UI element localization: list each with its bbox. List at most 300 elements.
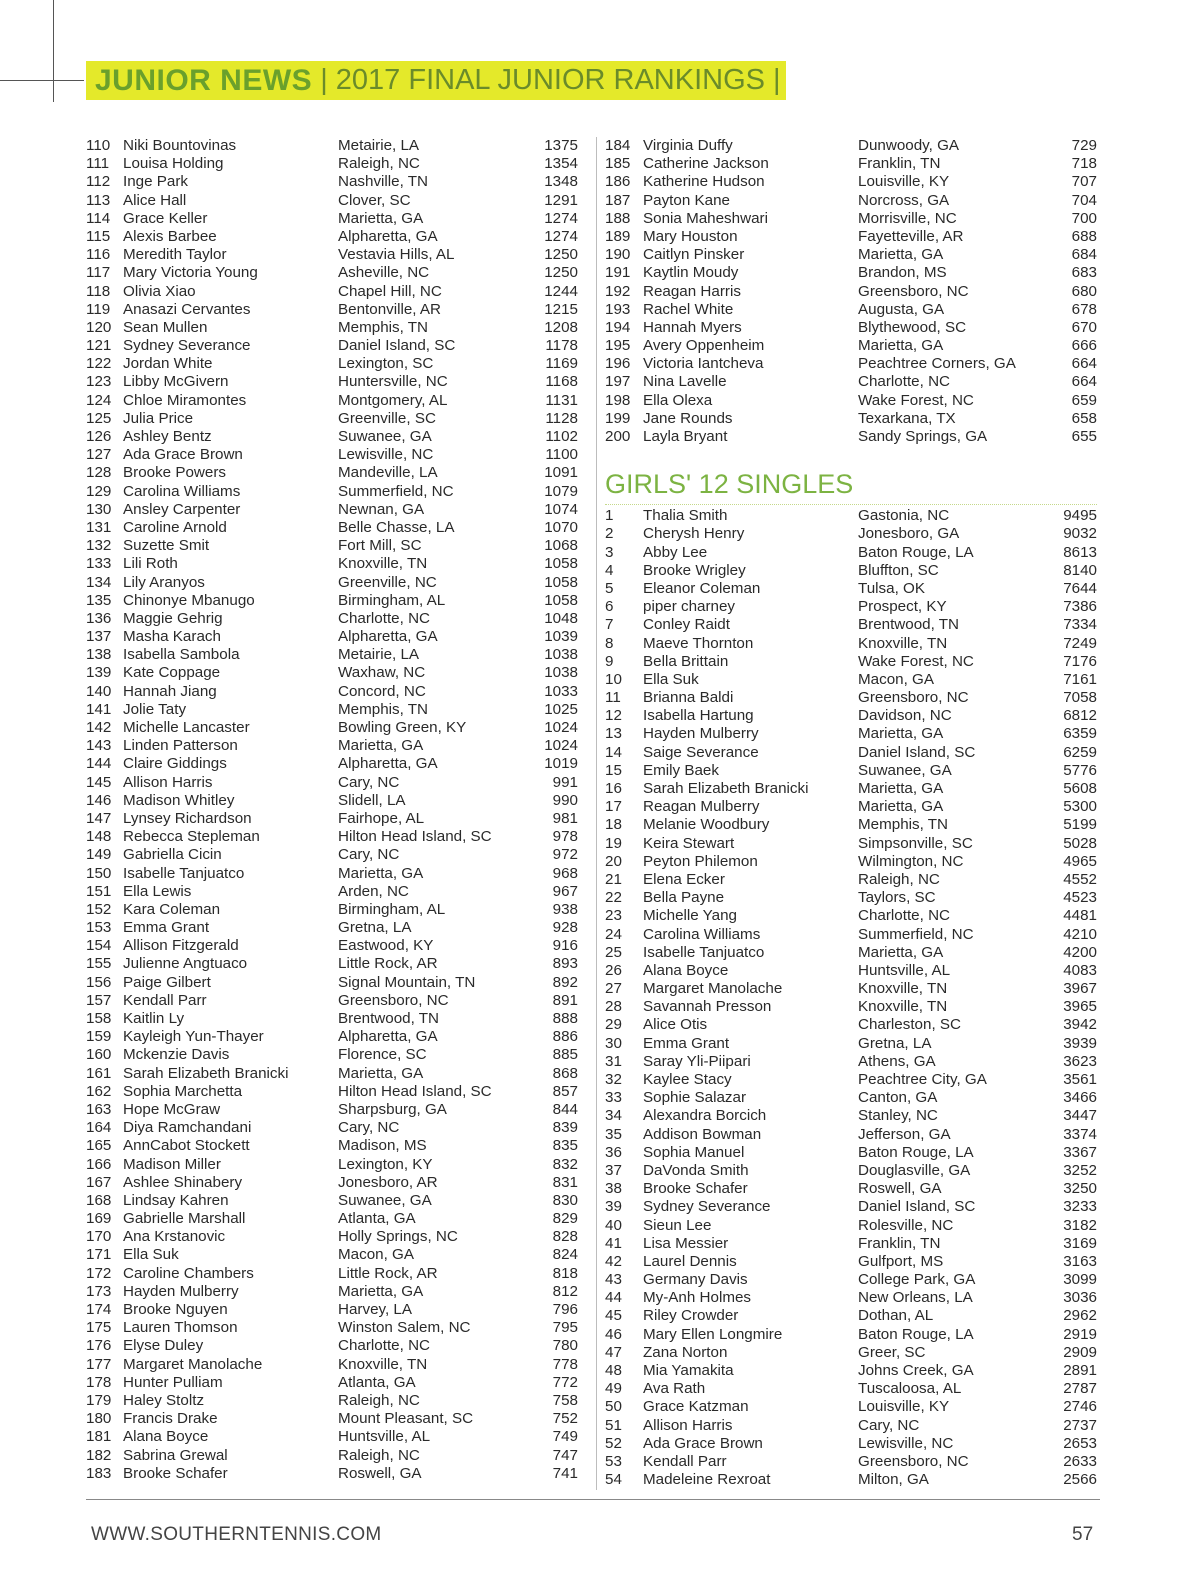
rank: 164 — [86, 1119, 112, 1137]
points: 812 — [552, 1282, 578, 1300]
rank: 46 — [605, 1325, 622, 1343]
rank: 34 — [605, 1107, 622, 1125]
player-name: Haley Stoltz — [123, 1391, 205, 1409]
ranking-row — [605, 525, 1097, 543]
footer-rule — [86, 1499, 1100, 1500]
ranking-row — [86, 992, 578, 1010]
player-name: Julia Price — [123, 409, 194, 427]
player-name: Francis Drake — [123, 1410, 218, 1428]
hometown: Memphis, TN — [338, 700, 429, 718]
hometown: Memphis, TN — [338, 318, 429, 336]
rank: 149 — [86, 846, 112, 864]
player-name: Addison Bowman — [643, 1125, 762, 1143]
ranking-row — [605, 1144, 1097, 1162]
points: 991 — [552, 773, 578, 791]
rank: 144 — [86, 755, 112, 773]
ranking-row — [86, 483, 578, 501]
player-name: Sophie Salazar — [643, 1089, 747, 1107]
player-name: Brooke Wrigley — [643, 561, 746, 579]
rank: 133 — [86, 555, 112, 573]
hometown: Brentwood, TN — [338, 1010, 440, 1027]
ranking-row — [605, 428, 1097, 446]
rank: 112 — [86, 173, 111, 191]
ranking-row — [86, 410, 578, 428]
ranking-row — [605, 1162, 1097, 1180]
points: 2891 — [1063, 1362, 1097, 1379]
points: 967 — [552, 882, 578, 900]
rank: 123 — [86, 373, 112, 391]
points: 680 — [1071, 282, 1097, 300]
hometown: Holly Springs, NC — [338, 1228, 458, 1246]
hometown: Clover, SC — [338, 191, 411, 209]
rank: 23 — [605, 907, 622, 925]
ranking-row — [86, 1119, 578, 1137]
player-name: Caitlyn Pinsker — [643, 246, 745, 264]
player-name: Meredith Taylor — [123, 246, 227, 264]
player-name: Hope McGraw — [123, 1100, 221, 1118]
points: 7386 — [1063, 598, 1097, 616]
rank: 158 — [86, 1010, 112, 1027]
ranking-row — [605, 907, 1097, 925]
rank: 41 — [605, 1234, 622, 1252]
hometown: Metairie, LA — [338, 646, 420, 664]
player-name: Suzette Smit — [123, 537, 210, 555]
points: 684 — [1071, 246, 1097, 264]
ranking-row — [605, 337, 1097, 355]
hometown: Knoxville, TN — [858, 980, 948, 998]
hometown: Chapel Hill, NC — [338, 282, 442, 300]
ranking-row — [86, 464, 578, 482]
player-name: Grace Keller — [123, 209, 208, 227]
points: 968 — [552, 864, 578, 882]
ranking-row — [605, 1471, 1097, 1489]
hometown: Marietta, GA — [858, 246, 944, 264]
player-name: Ella Lewis — [123, 882, 192, 900]
hometown: Greer, SC — [858, 1343, 926, 1361]
ranking-row — [86, 155, 578, 173]
player-name: Layla Bryant — [643, 428, 728, 445]
ranking-row — [86, 646, 578, 664]
rank: 175 — [86, 1319, 112, 1337]
rank: 12 — [605, 707, 622, 725]
hometown: Montgomery, AL — [338, 391, 448, 409]
rank: 43 — [605, 1271, 622, 1289]
ranking-row — [86, 901, 578, 919]
rank: 19 — [605, 834, 622, 852]
rank: 125 — [86, 409, 112, 427]
player-name: Hayden Mulberry — [643, 725, 759, 743]
hometown: College Park, GA — [858, 1271, 976, 1289]
player-name: Rebecca Stepleman — [123, 828, 260, 846]
ranking-row — [86, 1101, 578, 1119]
ranking-row — [86, 846, 578, 864]
points: 885 — [552, 1046, 578, 1064]
player-name: Catherine Jackson — [643, 155, 769, 173]
player-name: Madison Whitley — [123, 791, 235, 809]
rank: 33 — [605, 1089, 622, 1107]
hometown: Florence, SC — [338, 1046, 427, 1064]
player-name: Sydney Severance — [643, 1198, 771, 1216]
points: 891 — [552, 991, 578, 1009]
points: 857 — [552, 1082, 578, 1100]
ranking-row — [605, 1398, 1097, 1416]
hometown: Baton Rouge, LA — [858, 1325, 974, 1343]
hometown: Gulfport, MS — [858, 1252, 944, 1270]
points: 3163 — [1063, 1252, 1097, 1270]
rank: 153 — [86, 919, 112, 937]
player-name: Saige Severance — [643, 743, 759, 761]
points: 990 — [552, 791, 578, 809]
player-name: Kayleigh Yun-Thayer — [123, 1028, 264, 1046]
rank: 17 — [605, 798, 622, 816]
points: 1058 — [544, 591, 578, 609]
player-name: Carolina Williams — [643, 925, 761, 943]
player-name: Nina Lavelle — [643, 373, 727, 391]
rank: 20 — [605, 852, 622, 870]
ranking-row — [86, 610, 578, 628]
rank: 141 — [86, 700, 112, 718]
ranking-row — [86, 246, 578, 264]
player-name: Ella Olexa — [643, 391, 713, 409]
hometown: Bowling Green, KY — [338, 719, 467, 736]
hometown: Harvey, LA — [338, 1301, 412, 1318]
ranking-row — [605, 210, 1097, 228]
points: 868 — [552, 1064, 578, 1082]
player-name: Madison Miller — [123, 1155, 221, 1173]
rank: 174 — [86, 1301, 112, 1318]
player-name: Payton Kane — [643, 191, 730, 209]
rank: 117 — [86, 264, 111, 282]
player-name: Kara Coleman — [123, 900, 221, 918]
player-name: Libby McGivern — [123, 373, 229, 391]
ranking-row — [605, 580, 1097, 598]
rank: 176 — [86, 1337, 112, 1355]
hometown: Baton Rouge, LA — [858, 1143, 974, 1161]
ranking-row — [86, 883, 578, 901]
rank: 146 — [86, 791, 112, 809]
player-name: Ansley Carpenter — [123, 500, 241, 518]
ranking-row — [86, 173, 578, 191]
points: 7161 — [1063, 670, 1097, 688]
rank: 187 — [605, 191, 631, 209]
points: 972 — [552, 846, 578, 864]
hometown: Charlotte, NC — [338, 1337, 431, 1355]
rank: 167 — [86, 1173, 112, 1191]
player-name: Michelle Yang — [643, 907, 737, 925]
ranking-row — [86, 792, 578, 810]
hometown: Greenville, NC — [338, 573, 437, 591]
player-name: Inge Park — [123, 173, 189, 191]
hometown: Baton Rouge, LA — [858, 543, 974, 561]
ranking-row — [86, 865, 578, 883]
ranking-row — [86, 1301, 578, 1319]
hometown: Hilton Head Island, SC — [338, 828, 492, 846]
ranking-row — [86, 192, 578, 210]
player-name: Alexandra Borcich — [643, 1107, 767, 1125]
hometown: Franklin, TN — [858, 1234, 941, 1252]
points: 664 — [1071, 355, 1097, 373]
rank: 127 — [86, 446, 112, 464]
header-subtitle: | 2017 FINAL JUNIOR RANKINGS | — [320, 64, 781, 96]
points: 707 — [1071, 173, 1097, 191]
ranking-row — [86, 683, 578, 701]
ranking-row — [605, 962, 1097, 980]
rank: 198 — [605, 391, 631, 409]
points: 688 — [1071, 227, 1097, 245]
hometown: Daniel Island, SC — [858, 743, 976, 761]
ranking-row — [605, 1126, 1097, 1144]
player-name: Maggie Gehrig — [123, 609, 223, 627]
player-name: Sarah Elizabeth Branicki — [643, 780, 809, 797]
player-name: Madeleine Rexroat — [643, 1471, 771, 1489]
points: 886 — [552, 1028, 578, 1046]
points: 1128 — [545, 409, 578, 427]
hometown: Alpharetta, GA — [338, 755, 438, 773]
points: 5300 — [1063, 798, 1097, 816]
rank: 116 — [86, 246, 111, 264]
points: 2909 — [1063, 1343, 1097, 1361]
points: 2919 — [1063, 1325, 1097, 1343]
points: 7644 — [1063, 579, 1097, 597]
player-name: Mckenzie Davis — [123, 1046, 230, 1064]
rank: 177 — [86, 1355, 112, 1373]
player-name: Conley Raidt — [643, 616, 730, 634]
rank: 119 — [86, 300, 111, 318]
section-heading-girls-12-singles: GIRLS' 12 SINGLES — [605, 464, 1097, 505]
player-name: Germany Davis — [643, 1271, 748, 1289]
rank: 1 — [605, 507, 614, 525]
points: 1025 — [544, 700, 578, 718]
rank: 29 — [605, 1016, 622, 1034]
player-name: Paige Gilbert — [123, 973, 211, 991]
rank: 47 — [605, 1343, 622, 1361]
ranking-row — [605, 192, 1097, 210]
points: 832 — [552, 1155, 578, 1173]
points: 7334 — [1063, 616, 1097, 634]
rank: 192 — [605, 282, 631, 300]
rank: 8 — [605, 634, 614, 652]
points: 892 — [552, 973, 578, 991]
hometown: Summerfield, NC — [338, 482, 454, 500]
ranking-row — [86, 1228, 578, 1246]
hometown: Madison, MS — [338, 1137, 427, 1155]
rank: 194 — [605, 318, 631, 336]
points: 8613 — [1063, 543, 1097, 561]
rank: 11 — [605, 689, 621, 707]
rank: 45 — [605, 1307, 622, 1325]
player-name: Lynsey Richardson — [123, 809, 252, 827]
hometown: Marietta, GA — [858, 798, 944, 816]
points: 1291 — [544, 191, 578, 209]
ranking-row — [86, 283, 578, 301]
points: 796 — [552, 1301, 578, 1318]
ranking-row — [605, 1289, 1097, 1307]
player-name: Alexis Barbee — [123, 227, 217, 245]
rank: 36 — [605, 1143, 622, 1161]
player-name: Lily Aranyos — [123, 573, 205, 591]
rank: 160 — [86, 1046, 112, 1064]
points: 3466 — [1063, 1089, 1097, 1107]
rank: 114 — [86, 209, 111, 227]
ranking-row — [605, 1435, 1097, 1453]
hometown: Raleigh, NC — [858, 870, 940, 888]
rank: 180 — [86, 1410, 112, 1428]
points: 780 — [552, 1337, 578, 1355]
hometown: Marietta, GA — [858, 725, 944, 743]
ranking-row — [86, 828, 578, 846]
points: 1033 — [544, 682, 578, 700]
player-name: Chloe Miramontes — [123, 391, 247, 409]
points: 3036 — [1063, 1289, 1097, 1307]
crop-mark-horizontal — [0, 80, 84, 81]
rank: 124 — [86, 391, 112, 409]
points: 1074 — [544, 500, 578, 518]
rank: 54 — [605, 1471, 622, 1489]
ranking-row — [605, 155, 1097, 173]
points: 8140 — [1063, 561, 1097, 579]
ranking-row — [86, 228, 578, 246]
player-name: Riley Crowder — [643, 1307, 739, 1325]
ranking-row — [86, 701, 578, 719]
hometown: Fayetteville, AR — [858, 227, 964, 245]
points: 1354 — [544, 155, 578, 173]
ranking-row — [605, 246, 1097, 264]
points: 1058 — [544, 573, 578, 591]
hometown: Bentonville, AR — [338, 300, 441, 318]
hometown: Metairie, LA — [338, 137, 420, 154]
player-name: Thalia Smith — [643, 507, 728, 525]
rank: 159 — [86, 1028, 112, 1046]
player-name: Ashley Bentz — [123, 428, 212, 445]
rank: 155 — [86, 955, 112, 973]
points: 778 — [552, 1355, 578, 1373]
rank: 5 — [605, 579, 614, 597]
points: 978 — [552, 828, 578, 846]
rank: 189 — [605, 227, 631, 245]
points: 1215 — [544, 300, 578, 318]
rank: 163 — [86, 1100, 112, 1118]
hometown: Lexington, KY — [338, 1155, 433, 1173]
player-name: Lindsay Kahren — [123, 1191, 229, 1209]
hometown: Marietta, GA — [338, 864, 424, 882]
rank: 132 — [86, 537, 112, 555]
ranking-row — [605, 998, 1097, 1016]
ranking-row — [605, 228, 1097, 246]
player-name: Brianna Baldi — [643, 689, 734, 707]
points: 6359 — [1063, 725, 1097, 743]
points: 4210 — [1063, 925, 1097, 943]
rank: 42 — [605, 1252, 622, 1270]
hometown: Greenville, SC — [338, 409, 436, 427]
player-name: Carolina Williams — [123, 482, 241, 500]
page-number: 57 — [1072, 1524, 1094, 1545]
footer-url: WWW.SOUTHERNTENNIS.COM — [91, 1524, 382, 1545]
hometown: Huntersville, NC — [338, 373, 448, 391]
player-name: Zana Norton — [643, 1343, 728, 1361]
points: 6812 — [1063, 707, 1097, 725]
points: 5776 — [1063, 761, 1097, 779]
points: 1131 — [545, 391, 578, 409]
hometown: Alpharetta, GA — [338, 628, 438, 646]
ranking-row — [86, 1246, 578, 1264]
ranking-row — [86, 210, 578, 228]
points: 1068 — [544, 537, 578, 555]
player-name: Lisa Messier — [643, 1234, 729, 1252]
points: 1102 — [545, 428, 578, 445]
points: 1178 — [545, 337, 578, 355]
rank: 129 — [86, 482, 112, 500]
player-name: Mary Houston — [643, 227, 738, 245]
points: 893 — [552, 955, 578, 973]
player-name: Ana Krstanovic — [123, 1228, 226, 1246]
rank: 183 — [86, 1464, 112, 1482]
hometown: Nashville, TN — [338, 173, 429, 191]
player-name: Elyse Duley — [123, 1337, 204, 1355]
rank: 185 — [605, 155, 631, 173]
hometown: Concord, NC — [338, 682, 426, 700]
ranking-row — [605, 1217, 1097, 1235]
rank: 118 — [86, 282, 111, 300]
hometown: Fort Mill, SC — [338, 537, 422, 555]
points: 1208 — [544, 318, 578, 336]
ranking-row — [86, 319, 578, 337]
rank: 31 — [605, 1052, 622, 1070]
hometown: Waxhaw, NC — [338, 664, 426, 682]
player-name: Margaret Manolache — [123, 1355, 263, 1373]
hometown: Marietta, GA — [858, 943, 944, 961]
rank: 2 — [605, 525, 614, 543]
points: 3623 — [1063, 1052, 1097, 1070]
hometown: New Orleans, LA — [858, 1289, 973, 1307]
points: 658 — [1071, 409, 1097, 427]
ranking-row — [605, 1344, 1097, 1362]
ranking-row — [86, 264, 578, 282]
ranking-row — [86, 937, 578, 955]
hometown: Huntsville, AL — [858, 961, 951, 979]
hometown: Simpsonville, SC — [858, 834, 973, 852]
rank: 196 — [605, 355, 631, 373]
ranking-row — [605, 319, 1097, 337]
ranking-row — [86, 574, 578, 592]
points: 7058 — [1063, 689, 1097, 707]
hometown: Eastwood, KY — [338, 937, 434, 955]
ranking-row — [86, 955, 578, 973]
ranking-row — [605, 853, 1097, 871]
player-name: Diya Ramchandani — [123, 1119, 252, 1137]
hometown: Marietta, GA — [338, 209, 424, 227]
hometown: Daniel Island, SC — [858, 1198, 976, 1216]
points: 704 — [1071, 191, 1097, 209]
rank: 130 — [86, 500, 112, 518]
rank: 25 — [605, 943, 622, 961]
hometown: Raleigh, NC — [338, 1391, 420, 1409]
player-name: Allison Harris — [123, 773, 213, 791]
player-name: Isabella Sambola — [123, 646, 240, 664]
player-name: Reagan Harris — [643, 282, 741, 300]
rank: 157 — [86, 991, 112, 1009]
points: 795 — [552, 1319, 578, 1337]
hometown: Alpharetta, GA — [338, 1028, 438, 1046]
rank: 134 — [86, 573, 112, 591]
player-name: Bella Brittain — [643, 652, 729, 670]
hometown: Taylors, SC — [858, 889, 936, 907]
rank: 7 — [605, 616, 614, 634]
points: 4523 — [1063, 889, 1097, 907]
player-name: Ada Grace Brown — [123, 446, 243, 464]
hometown: Prospect, KY — [858, 598, 947, 616]
ranking-row — [605, 1107, 1097, 1125]
player-name: Kendall Parr — [123, 991, 207, 1009]
